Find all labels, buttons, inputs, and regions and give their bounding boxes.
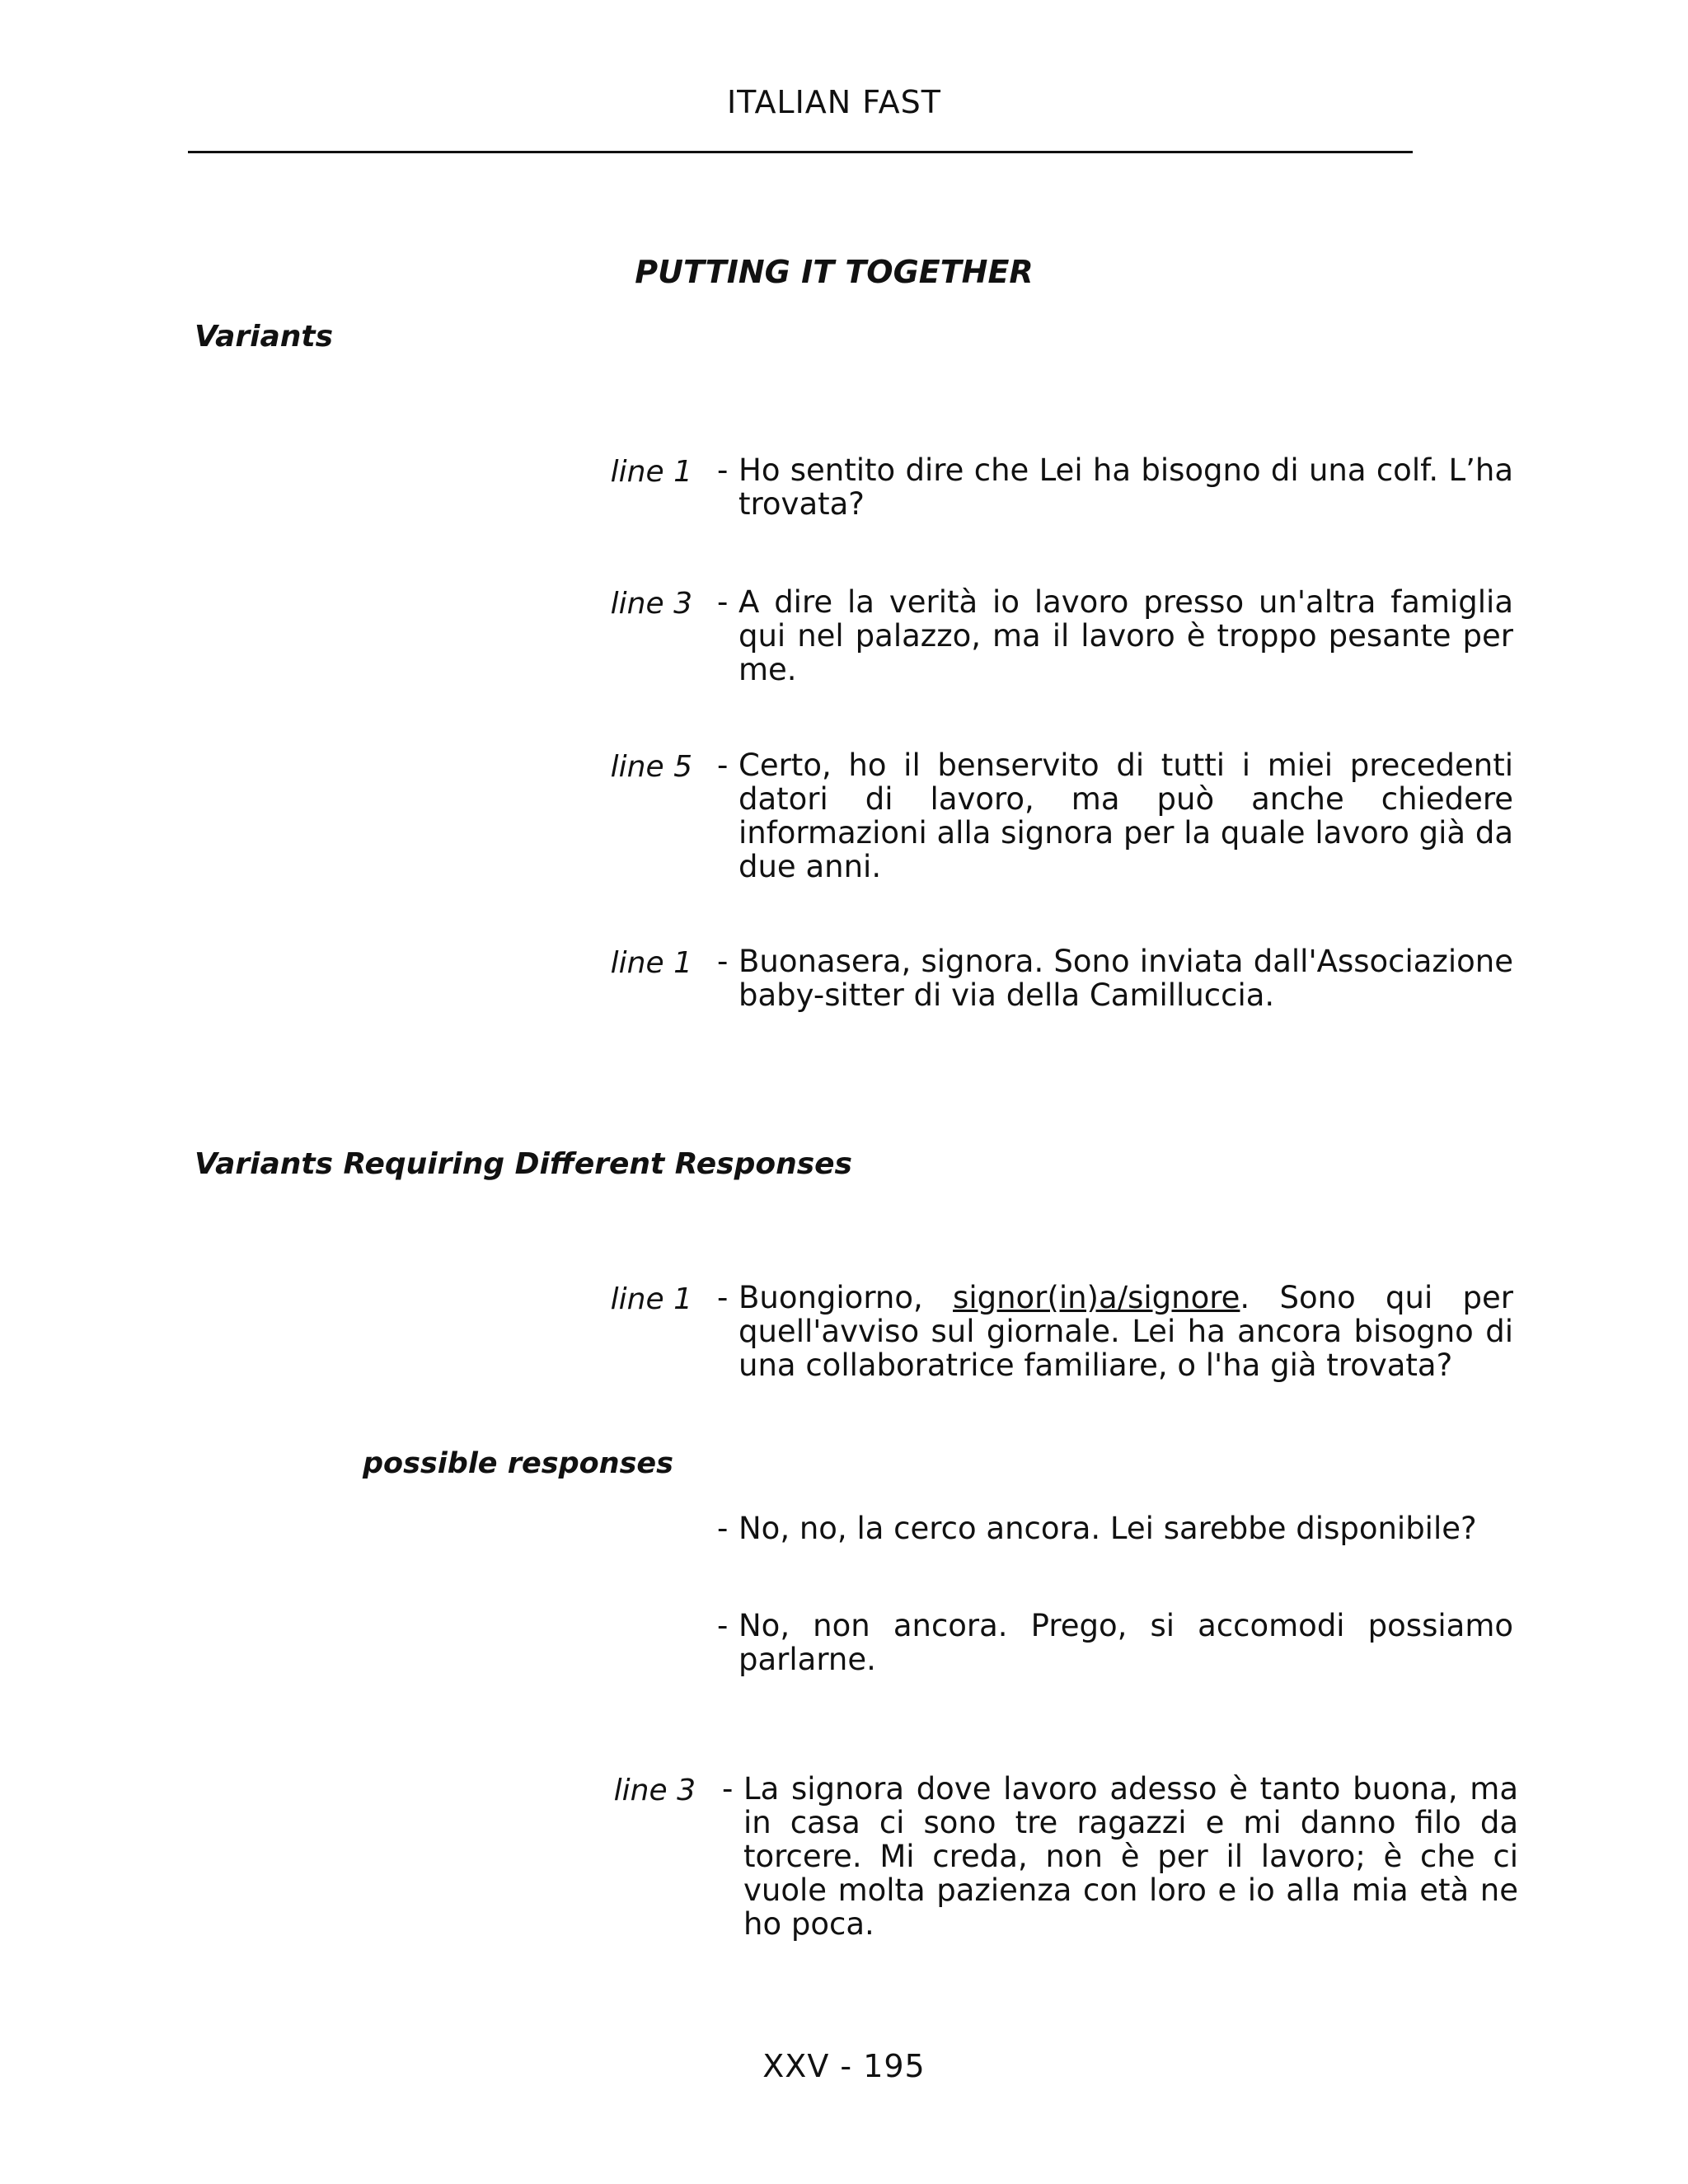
- prompt-text: - Buongiorno, signor(in)a/signore. Sono qui per quell'avviso sul giornale. Lei ha ancora bisogno di una collaboratrice familiare, o l'ha già trovata?: [717, 1280, 1513, 1383]
- variant-sentence: Certo, ho il benservito di tutti i miei precedenti datori di lavoro, ma può anche chiedere informazioni alla signora per la quale lavoro già da due anni.: [738, 748, 1513, 884]
- response-text: - La signora dove lavoro adesso è tanto buona, ma in casa ci sono tre ragazzi e mi danno filo da torcere. Mi creda, non è per il lavoro; è che ci vuole molta pazienza con loro e io alla mia età ne ho poca.: [722, 1771, 1518, 1942]
- line-label: line 1: [610, 1282, 692, 1316]
- line-label: line 3: [613, 1774, 696, 1807]
- variant-text: - Ho sentito dire che Lei ha bisogno di una colf. L’ha trovata?: [717, 452, 1513, 522]
- line-label: line 1: [610, 455, 692, 489]
- section-title: PUTTING IT TOGETHER: [635, 254, 1034, 290]
- prompt-text-underlined: signor(in)a/signore: [953, 1280, 1240, 1315]
- line-label: line 1: [610, 946, 692, 980]
- response-sentence: No, no, la cerco ancora. Lei sarebbe disponibile?: [738, 1511, 1477, 1546]
- response-text: - No, non ancora. Prego, si accomodi possiamo parlarne.: [717, 1608, 1513, 1677]
- variant-text: - Certo, ho il benservito di tutti i miei precedenti datori di lavoro, ma può anche chiedere informazioni alla signora per la quale lavoro già da due anni.: [717, 748, 1513, 884]
- response-text: - No, no, la cerco ancora. Lei sarebbe disponibile?: [717, 1511, 1477, 1546]
- running-header: ITALIAN FAST: [726, 84, 942, 120]
- line-label: line 5: [610, 750, 692, 784]
- variant-sentence: Buonasera, signora. Sono inviata dall'Associazione baby-sitter di via della Camilluccia.: [738, 944, 1513, 1013]
- line-label: line 3: [610, 587, 692, 621]
- variant-text: - Buonasera, signora. Sono inviata dall'Associazione baby-sitter di via della Camilluccia.: [717, 944, 1513, 1013]
- page-number: XXV - 195: [762, 2048, 926, 2084]
- variant-text: - A dire la verità io lavoro presso un'altra famiglia qui nel palazzo, ma il lavoro è troppo pesante per me.: [717, 584, 1513, 687]
- different-responses-heading: Variants Requiring Different Responses: [195, 1147, 852, 1181]
- header-rule: [188, 151, 1413, 153]
- prompt-text-before: Buongiorno,: [738, 1280, 954, 1315]
- response-sentence: No, non ancora. Prego, si accomodi possiamo parlarne.: [738, 1608, 1513, 1677]
- response-sentence: La signora dove lavoro adesso è tanto buona, ma in casa ci sono tre ragazzi e mi danno filo da torcere. Mi creda, non è per il lavoro; è che ci vuole molta pazienza con loro e io alla mia età ne ho poca.: [743, 1771, 1518, 1942]
- variant-sentence: A dire la verità io lavoro presso un'altra famiglia qui nel palazzo, ma il lavoro è troppo pesante per me.: [738, 584, 1513, 687]
- variant-sentence: Ho sentito dire che Lei ha bisogno di una colf. L’ha trovata?: [738, 452, 1513, 522]
- prompt-text-after: . Sono qui per quell'avviso sul giornale. Lei ha ancora bisogno di una collaboratrice familiare, o l'ha già trovata?: [738, 1280, 1513, 1383]
- possible-responses-label: possible responses: [363, 1447, 673, 1480]
- variants-heading: Variants: [195, 320, 334, 354]
